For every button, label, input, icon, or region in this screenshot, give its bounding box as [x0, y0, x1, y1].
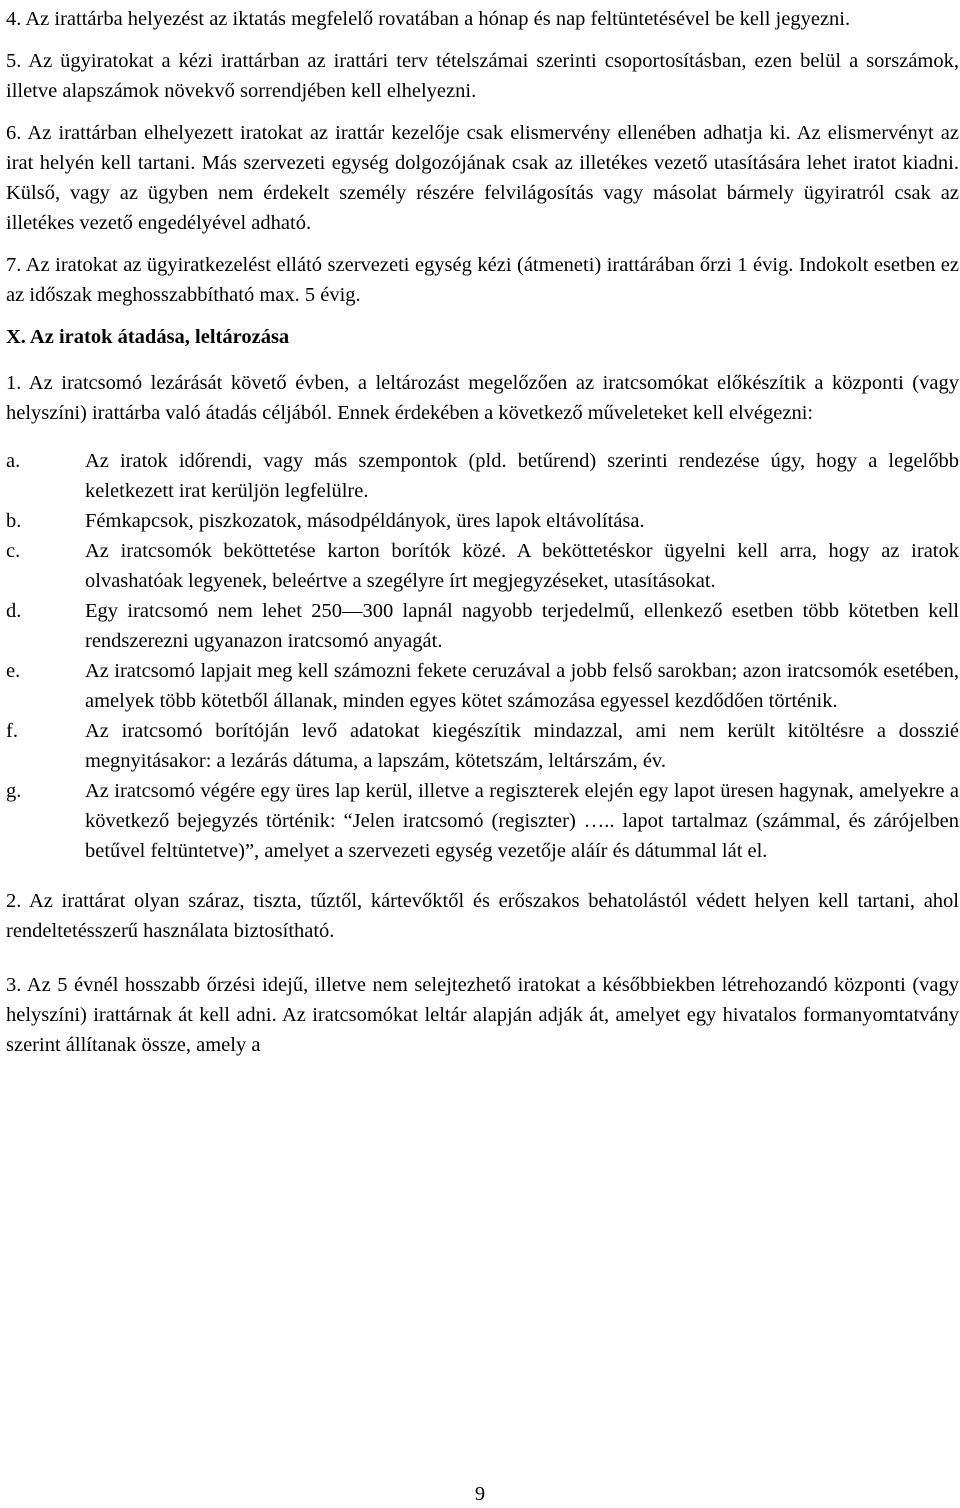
list-marker: f.: [6, 720, 18, 742]
paragraph-6: 6. Az irattárban elhelyezett iratokat az irattár kezelője csak elismervény ellenében adhatja ki. Az elismervényt az irat helyén kell tartani. Más szervezeti egység dolgozójának csak az illetékes vezető utasítására lehet iratot kiadni. Külső, vagy az ügyben nem érdekelt személy részére felvilágosítás vagy másolat bármely ügyiratról csak az illetékes vezető engedélyével adható.: [6, 122, 959, 234]
list-item: [6, 536, 959, 596]
section-heading: X. Az iratok átadása, leltározása: [6, 326, 290, 348]
list-item: [6, 446, 959, 506]
page-number: 9: [474, 1483, 486, 1505]
list-item-text: Az iratcsomó lapjait meg kell számozni fekete ceruzával a jobb felső sarokban; azon iratcsomók esetében, amelyek több kötetből állanak, minden egyes kötet számozása egyessel kezdődően történik.: [85, 660, 959, 712]
list-marker: e.: [6, 660, 21, 682]
list-item-text: Az iratcsomó borítóján levő adatokat kiegészítik mindazzal, ami nem került kitöltésre a dosszié megnyitásakor: a lezárás dátuma, a lapszám, kötetszám, leltárszám, év.: [85, 720, 959, 772]
list-item-text: Fémkapcsok, piszkozatok, másodpéldányok, üres lapok eltávolítása.: [85, 510, 645, 532]
list-marker: c.: [6, 540, 21, 562]
list-item: [6, 506, 959, 536]
paragraph-2: 2. Az irattárat olyan száraz, tiszta, tűztől, kártevőktől és erőszakos behatolástól védett helyen kell tartani, ahol rendeltetésszerű használata biztosítható.: [6, 890, 959, 942]
list-item-text: Az iratcsomók beköttetése karton borítók közé. A beköttetéskor ügyelni kell arra, hogy az iratok olvashatóak legyenek, beleértve a szegélyre írt megjegyzéseket, utasításokat.: [85, 540, 959, 592]
list-marker: d.: [6, 600, 22, 622]
section-intro: 1. Az iratcsomó lezárását követő évben, a leltározást megelőzően az iratcsomókat előkészítik a központi (vagy helyszíni) irattárba való átadás céljából. Ennek érdekében a következő műveleteket kell elvégezni:: [6, 372, 959, 424]
list-marker: a.: [6, 450, 21, 472]
paragraph-4: 4. Az irattárba helyezést az iktatás megfelelő rovatában a hónap és nap feltüntetésével be kell jegyezni.: [6, 8, 851, 30]
paragraph-7: 7. Az iratokat az ügyiratkezelést ellátó szervezeti egység kézi (átmeneti) irattárában őrzi 1 évig. Indokolt esetben ez az időszak meghosszabbítható max. 5 évig.: [6, 254, 959, 306]
list-marker: b.: [6, 510, 22, 532]
list-marker: g.: [6, 780, 22, 802]
paragraph-5: 5. Az ügyiratokat a kézi irattárban az irattári terv tételszámai szerinti csoportosításban, ezen belül a sorszámok, illetve alapszámok növekvő sorrendjében kell elhelyezni.: [6, 50, 959, 102]
list-item-text: Az iratcsomó végére egy üres lap kerül, illetve a regiszterek elején egy lapot üresen hagynak, amelyekre a következő bejegyzés történik: “Jelen iratcsomó (regiszter) ….. lapot tartalmaz (számmal, és zárójelben betűvel feltüntetve)”, amelyet a szervezeti egység vezetője aláír és dátummal lát el.: [85, 780, 959, 862]
list-item: [6, 596, 959, 656]
list-item: [6, 776, 959, 866]
paragraph-3: 3. Az 5 évnél hosszabb őrzési idejű, illetve nem selejtezhető iratokat a későbbiekben létrehozandó központi (vagy helyszíni) irattárnak át kell adni. Az iratcsomókat leltár alapján adják át, amelyet egy hivatalos formanyomtatvány szerint állítanak össze, amely a: [6, 974, 959, 1056]
list-item: [6, 716, 959, 776]
steps-list: [6, 446, 959, 866]
list-item-text: Egy iratcsomó nem lehet 250—300 lapnál nagyobb terjedelmű, ellenkező esetben több kötetben kell rendszerezni ugyanazon iratcsomó anyagát.: [85, 600, 959, 652]
document-page: [6, 4, 959, 1060]
list-item: [6, 656, 959, 716]
list-item-text: Az iratok időrendi, vagy más szempontok (pld. betűrend) szerinti rendezése úgy, hogy a legelőbb keletkezett irat kerüljön legfelülre.: [85, 450, 959, 502]
